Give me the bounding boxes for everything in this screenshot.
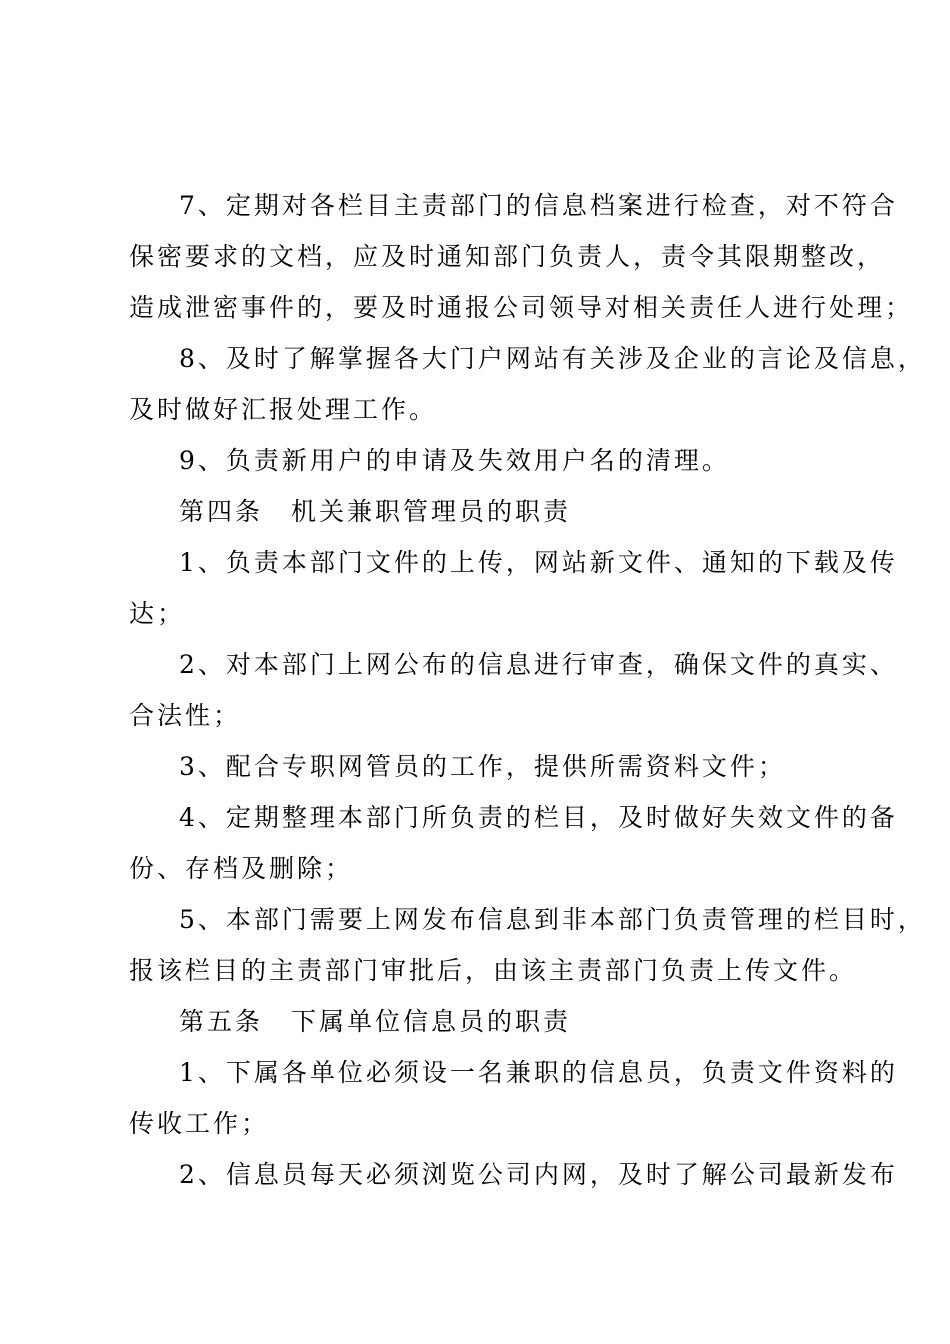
- document-body: [129, 180, 926, 1200]
- paragraph-line: 4、定期整理本部门所负责的栏目，及时做好失效文件的备: [179, 803, 898, 832]
- paragraph: [129, 792, 898, 894]
- paragraph-line: 份、存档及删除；: [129, 854, 354, 883]
- document-page: [129, 180, 926, 1200]
- paragraph: [129, 741, 831, 792]
- paragraph: [129, 180, 914, 333]
- paragraph-line: 第五条 下属单位信息员的职责: [179, 1007, 572, 1036]
- paragraph-line: 及时做好汇报处理工作。: [129, 395, 438, 424]
- paragraph-line: 达；: [129, 599, 186, 628]
- paragraph-line: 1、负责本部门文件的上传，网站新文件、通知的下载及传: [179, 548, 898, 577]
- paragraph-line: 保密要求的文档，应及时通知部门负责人，责令其限期整改，: [129, 242, 886, 271]
- paragraph-line: 8、及时了解掌握各大门户网站有关涉及企业的言论及信息，: [179, 344, 926, 373]
- paragraph: [129, 435, 831, 486]
- paragraph-line: 2、信息员每天必须浏览公司内网，及时了解公司最新发布: [179, 1160, 898, 1189]
- paragraph-line: 2、对本部门上网公布的信息进行审查，确保文件的真实、: [179, 650, 898, 679]
- paragraph-line: 5、本部门需要上网发布信息到非本部门负责管理的栏目时，: [179, 905, 926, 934]
- paragraph: [129, 996, 831, 1047]
- paragraph: [129, 639, 898, 741]
- paragraph-line: 报该栏目的主责部门审批后，由该主责部门负责上传文件。: [129, 956, 858, 985]
- paragraph: [129, 333, 926, 435]
- paragraph-line: 1、下属各单位必须设一名兼职的信息员，负责文件资料的: [179, 1058, 898, 1087]
- paragraph: [129, 486, 831, 537]
- paragraph: [129, 1047, 898, 1149]
- paragraph-line: 3、配合专职网管员的工作，提供所需资料文件；: [179, 752, 786, 781]
- paragraph-line: 9、负责新用户的申请及失效用户名的清理。: [179, 446, 730, 475]
- paragraph: [129, 894, 926, 996]
- paragraph-line: 第四条 机关兼职管理员的职责: [179, 497, 572, 526]
- paragraph-line: 7、定期对各栏目主责部门的信息档案进行检查，对不符合: [179, 191, 898, 220]
- paragraph-line: 传收工作；: [129, 1109, 270, 1138]
- paragraph-line: 造成泄密事件的，要及时通报公司领导对相关责任人进行处理；: [129, 293, 914, 322]
- paragraph: [129, 1149, 898, 1200]
- paragraph: [129, 537, 898, 639]
- paragraph-line: 合法性；: [129, 701, 242, 730]
